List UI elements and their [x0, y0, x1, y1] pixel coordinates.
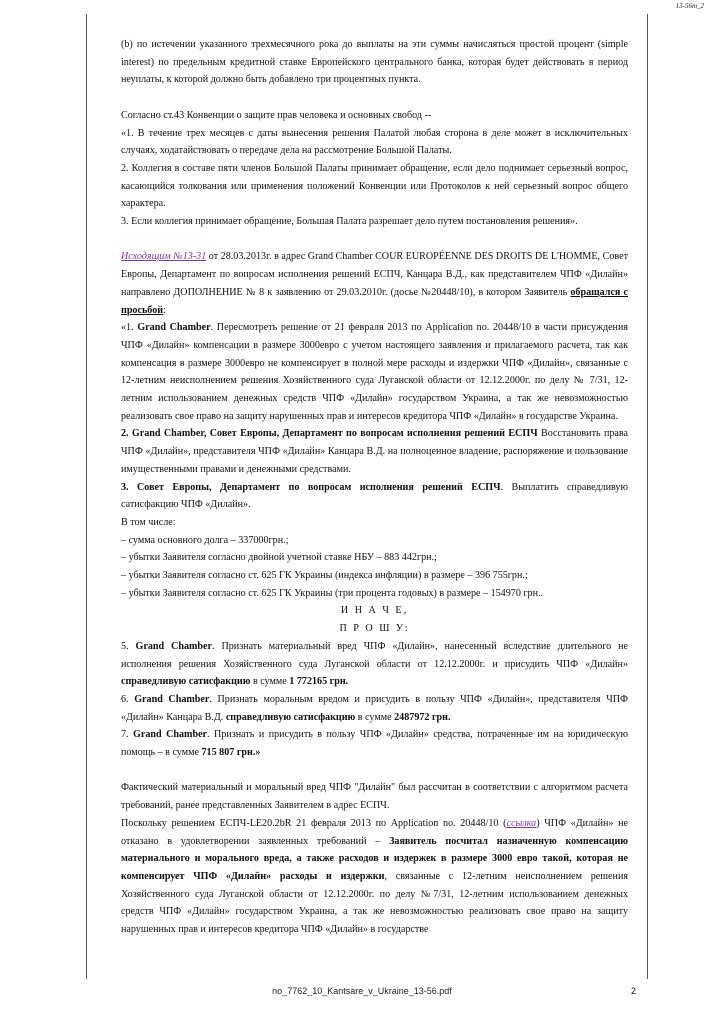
item-text: в сумме: [355, 711, 395, 723]
page-corner-label: 13-56т_2: [675, 2, 704, 10]
list-item: – убытки Заявителя согласно двойной учетной ставке НБУ – 883 442грн.;: [121, 552, 437, 564]
request-emphasis: обращался с просьбой: [121, 286, 628, 316]
item-addressee: Grand Chamber: [133, 729, 208, 741]
paragraph-decision: [121, 815, 628, 939]
item-amount: 1 772165 грн.: [289, 676, 349, 688]
item-text: . Признать материальный вред ЧПФ «Дилайн», нанесенный вследствие длительного не исполнения решения Хозяйственного суда Луганской области от 12.12.2000г. и присудить ЧПФ «Дилайн»: [121, 640, 629, 670]
decision-link[interactable]: ссылка: [506, 817, 537, 829]
decision-emphasis: Заявитель посчитал назначенную компенсацию материального и морального вреда, а также расходов и издержек в размере 3000 евро такой, которая не компенсирует ЧПФ «Дилайн» расходы и издержки: [121, 835, 628, 882]
item-number: 6.: [121, 693, 135, 705]
decision-text: , связанные с 12-летним неисполнением решения Хозяйственного суда Луганской области от 12.12.2000г. по делу №7/31, 12-летним использованием денежных средств ЧПФ «Дилайн» государством Украина, а так же невозможностью реализовать свое право на защиту нарушенных прав и интересов кредитора ЧПФ «Дилайн» в государстве: [121, 871, 628, 936]
item-addressee: Grand Chamber: [135, 640, 212, 652]
request-item-2: [121, 425, 628, 478]
centered-heading-request: П Р О Ш У:: [339, 623, 410, 635]
paragraph-quote-3: 3. Если коллегия принимает обращение, Большая Палата разрешает дело путем постановления решения».: [121, 216, 578, 228]
footer-filename: no_7762_10_Kantsare_v_Ukraine_13-56.pdf: [272, 986, 452, 996]
list-intro: В том числе:: [121, 516, 176, 528]
request-item-1: [121, 319, 628, 425]
item-number: «1.: [121, 322, 138, 334]
outgoing-colon: :: [163, 304, 166, 316]
item-number: 7.: [121, 729, 134, 741]
item-addressee: Grand Chamber: [137, 322, 211, 334]
paragraph-outgoing: [121, 248, 628, 319]
page-number: 2: [630, 986, 636, 996]
request-item-6: [121, 691, 628, 726]
list-item: – убытки Заявителя согласно ст. 625 ГК Украины (три процента годовых) в размере – 154970 грн..: [121, 587, 544, 599]
paragraph-quote-1: «1. В течение трех месяцев с даты вынесения решения Палатой любая сторона в деле может в исключительных случаях, ходатайствовать о передаче дела на рассмотрение Большой Палаты.: [121, 127, 628, 157]
item-emphasis: справедливую сатисфакцию: [225, 711, 356, 723]
outgoing-link[interactable]: Исходящим №13-31: [121, 251, 207, 263]
paragraph-damage: Фактический материальный и моральный вред ЧПФ "Дилайн" был рассчитан в соответствии с алгоритмом расчета требований, ранее представленных Заявителем в адрес ЕСПЧ.: [121, 782, 628, 812]
item-addressee: 3. Совет Европы, Департамент по вопросам исполнения решений ЕСПЧ: [121, 481, 501, 493]
item-text: . Пересмотреть решение от 21 февраля 2013 по Application no. 20448/10 в части присуждения ЧПФ «Дилайн» компенсации в размере 3000евро с учетом настоящего заявления и прилагаемого расчета, так как компенсация в размере 3000евро не компенсирует в полной мере расходы и издержки ЧПФ «Дилайн», связанные с 12-летним неисполнением решения Хозяйственного суда Луганской области от 12.12.2000г. по делу № 7/31, 12-летним использованием денежных средств ЧПФ «Дилайн» государством Украина, а так же невозможностью реализовать свое право на защиту нарушенных прав и интересов кредитора ЧПФ «Дилайн» в государстве Украина.: [121, 322, 629, 422]
request-item-7: [121, 726, 628, 761]
item-addressee: 2. Grand Chamber, Совет Европы, Департамент по вопросам исполнения решений ЕСПЧ: [121, 428, 538, 440]
paragraph-quote-2: 2. Коллегия в составе пяти членов Большой Палаты принимает обращение, если дело поднимает серьезный вопрос, касающийся толкования или применения положений Конвенции или Протоколов к ней серьезный вопрос общего характера.: [121, 162, 628, 210]
item-number: 5.: [121, 640, 136, 652]
item-text: в сумме: [250, 676, 290, 688]
item-text: . Признать и присудить в пользу ЧПФ «Дилайн» средства, потраченные им на юридическую помощь – в сумме: [121, 729, 629, 759]
decision-text: Поскольку решением ЕСПЧ-LE20.2bR 21 февраля 2013 по Application no. 20448/10 (: [121, 817, 507, 829]
outgoing-text: от 28.03.2013г. в адрес Grand Chamber COUR EUROPÉENNE DES DROITS DE L'HOMME, Совет Европы, Департамент по вопросам исполнения решений ЕСПЧ, Канцара В.Д., как представителем ЧПФ «Дилайн» направлено ДОПОЛНЕНИЕ № 8 к заявлению от 29.03.2010г. (досье №20448/10), в котором Заявитель: [121, 251, 628, 298]
item-amount: 2487972 грн.: [394, 711, 451, 723]
item-text: Восстановить права ЧПФ «Дилайн», представителя ЧПФ «Дилайн» Канцара В.Д. на полноценное владение, распоряжение и пользование имущественными правами и денежными средствами.: [121, 428, 628, 475]
document-body: [121, 36, 628, 939]
item-text: . Признать моральным вредом и присудить в пользу ЧПФ «Дилайн», представителя ЧПФ «Дилайн» Канцара В.Д.: [121, 693, 629, 723]
request-item-3: [121, 479, 628, 514]
request-item-5: [121, 638, 628, 691]
paragraph-article43: Согласно ст.43 Конвенции о защите прав человека и основных свобод --: [121, 109, 432, 121]
item-amount: 715 807 грн.»: [201, 747, 261, 759]
item-addressee: Grand Chamber: [134, 693, 210, 705]
item-text: . Выплатить справедливую сатисфакцию ЧПФ «Дилайн».: [121, 481, 628, 511]
item-emphasis: справедливую сатисфакцию: [121, 676, 251, 688]
list-item: – убытки Заявителя согласно ст. 625 ГК Украины (индекса инфляции) в размере – 396 755грн.;: [121, 570, 528, 582]
paragraph-b: (b) по истечении указанного трехмесячного рока до выплаты на эти суммы начисляться простой процент (simple interest) по предельным кредитной ставке Европейского центрального банка, которая будет действовать в период неуплаты, к которой должно быть добавлено три процентных пункта.: [121, 39, 628, 86]
centered-heading-otherwise: И Н А Ч Е,: [340, 605, 409, 617]
decision-text: ) ЧПФ «Дилайн» не отказано в удовлетворении заявленных требований –: [121, 817, 628, 847]
list-item: – сумма основного долга – 337000грн.;: [121, 534, 289, 546]
